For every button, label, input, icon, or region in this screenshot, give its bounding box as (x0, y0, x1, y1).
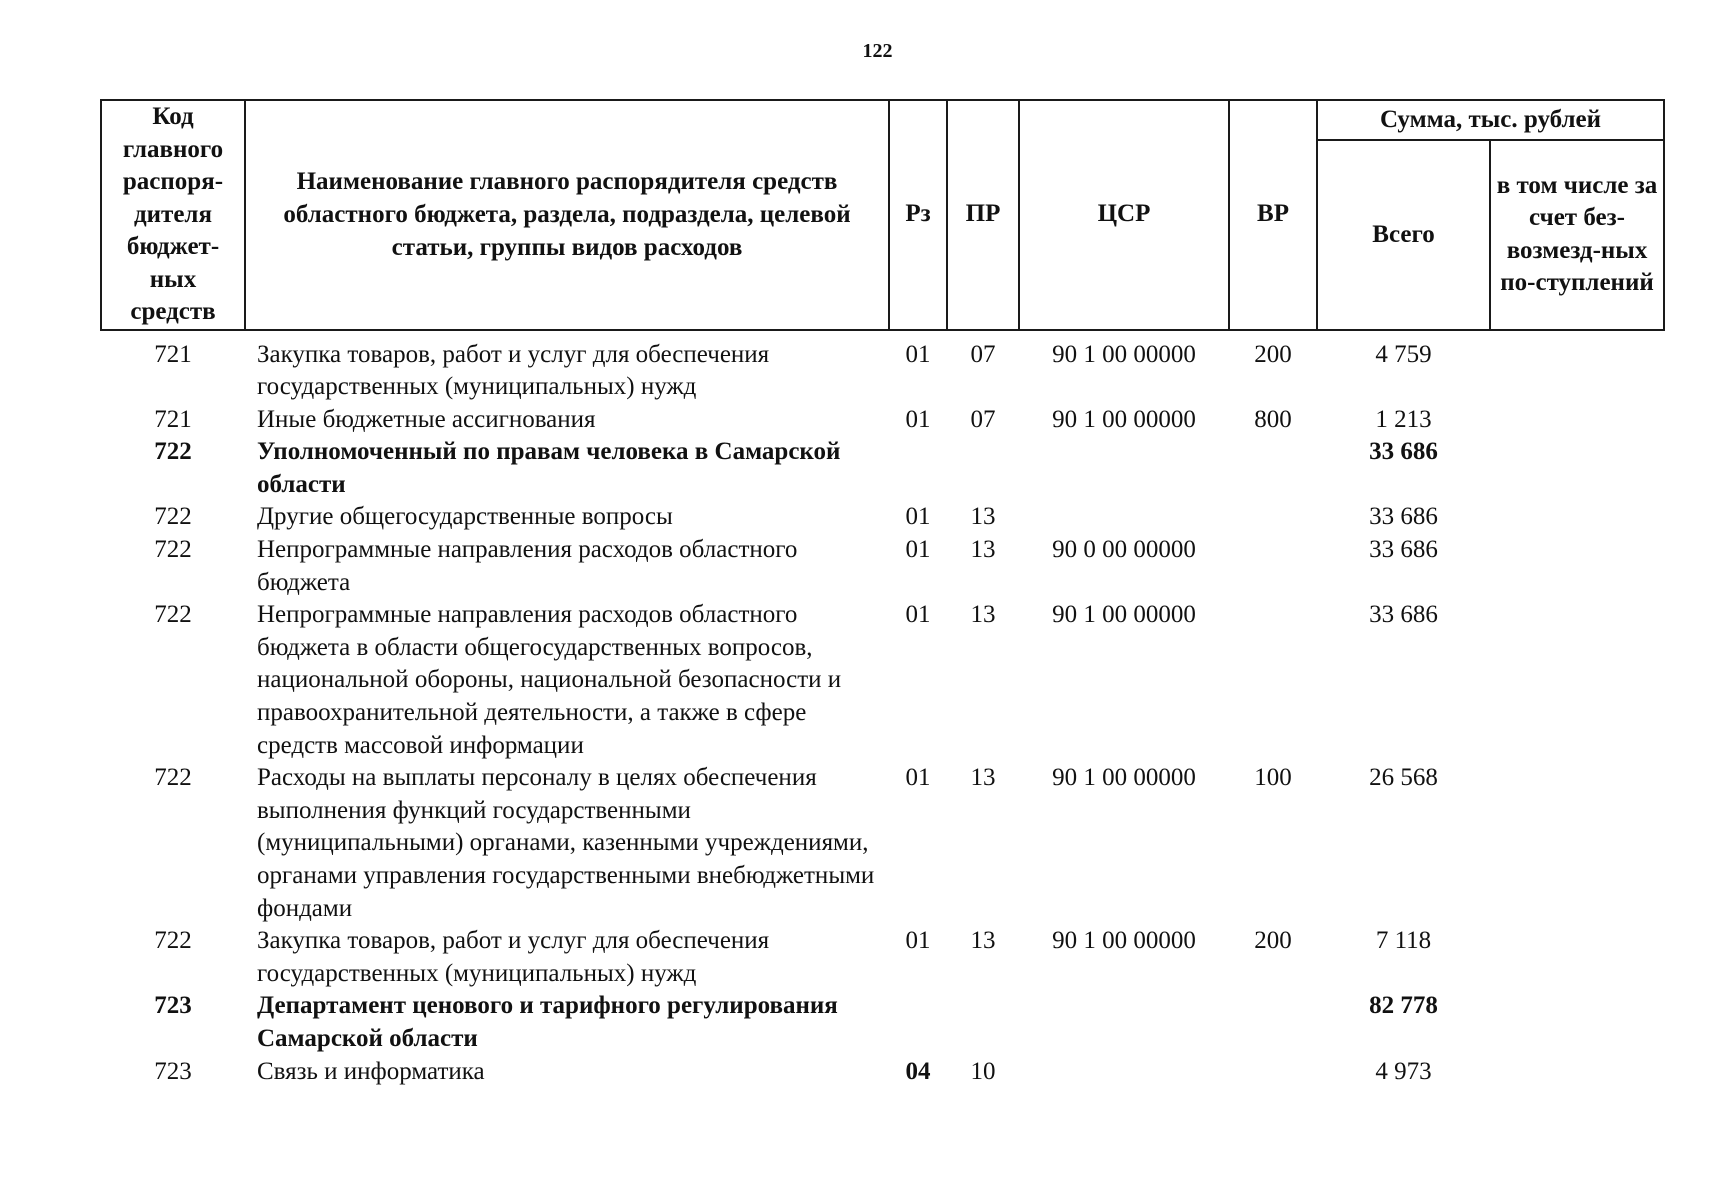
row-pr: 07 (970, 405, 996, 433)
row-csr (1019, 990, 1229, 1055)
row-free (1490, 1056, 1664, 1089)
row-pr: 13 (970, 927, 996, 955)
table-row (101, 1056, 1664, 1089)
table-row (101, 436, 1664, 501)
row-pr: 10 (970, 1057, 996, 1085)
row-code: 722 (154, 503, 192, 531)
row-free (1490, 762, 1664, 925)
row-rz: 01 (905, 764, 931, 792)
row-total: 4 973 (1375, 1057, 1432, 1085)
page-number: 122 (862, 40, 893, 62)
row-vr: 200 (1254, 340, 1292, 368)
row-rz: 01 (905, 503, 931, 531)
row-free (1490, 534, 1664, 599)
header-name: Наименование главного распорядителя средств областного бюджета, раздела, подраздела, целевой статьи, группы видов расходов (245, 100, 889, 330)
row-csr: 90 1 00 00000 (1052, 764, 1196, 792)
row-name: Закупка товаров, работ и услуг для обеспечения государственных (муниципальных) нужд (257, 927, 770, 987)
row-code: 722 (154, 536, 192, 564)
row-pr: 07 (970, 340, 996, 368)
row-total: 26 568 (1369, 764, 1438, 792)
row-code: 721 (154, 340, 192, 368)
row-name: Иные бюджетные ассигнования (257, 405, 596, 433)
header-total: Всего (1317, 140, 1490, 330)
row-pr: 13 (970, 503, 996, 531)
row-vr (1229, 534, 1317, 599)
table-row (101, 990, 1664, 1055)
row-pr (947, 436, 1019, 501)
row-name: Непрограммные направления расходов областного бюджета в области общегосударственных вопросов, национальной обороны, национальной безопасности и правоохранительной деятельности, а также в сфере средств массовой информации (257, 601, 842, 759)
table-row (101, 762, 1664, 925)
row-rz: 01 (905, 927, 931, 955)
table-row (101, 599, 1664, 762)
row-csr: 90 1 00 00000 (1052, 601, 1196, 629)
row-total: 7 118 (1375, 927, 1432, 955)
row-csr (1019, 436, 1229, 501)
row-rz (889, 990, 947, 1055)
row-free (1490, 501, 1664, 534)
row-code: 721 (154, 405, 192, 433)
row-csr (1019, 501, 1229, 534)
row-csr: 90 1 00 00000 (1052, 405, 1196, 433)
budget-table (100, 99, 1665, 1088)
header-csr: ЦСР (1019, 100, 1229, 330)
row-name: Непрограммные направления расходов областного бюджета (257, 536, 798, 596)
header-rz: Рз (889, 100, 947, 330)
row-vr: 800 (1254, 405, 1292, 433)
row-vr: 100 (1254, 764, 1292, 792)
table-row (101, 501, 1664, 534)
row-free (1490, 330, 1664, 404)
row-code: 723 (154, 1057, 192, 1085)
row-pr: 13 (970, 764, 996, 792)
row-vr (1229, 990, 1317, 1055)
row-free (1490, 599, 1664, 762)
table-row (101, 925, 1664, 990)
row-csr: 90 1 00 00000 (1052, 927, 1196, 955)
row-name: Связь и информатика (257, 1057, 485, 1085)
row-vr (1229, 599, 1317, 762)
header-code: Код главного распоря-дителя бюджет-ных средств (101, 100, 245, 330)
row-csr (1019, 1056, 1229, 1089)
row-vr: 200 (1254, 927, 1292, 955)
row-total: 4 759 (1375, 340, 1432, 368)
row-free (1490, 404, 1664, 437)
row-free (1490, 990, 1664, 1055)
row-name: Расходы на выплаты персоналу в целях обеспечения выполнения функций государственными (муниципальными) органами, казенными учреждениями, органами управления государственными внебюджетными фондами (257, 764, 875, 922)
row-total: 33 686 (1369, 503, 1438, 531)
row-free (1490, 925, 1664, 990)
row-name: Закупка товаров, работ и услуг для обеспечения государственных (муниципальных) нужд (257, 340, 770, 401)
table-row (101, 534, 1664, 599)
row-total: 33 686 (1369, 438, 1438, 466)
row-rz: 01 (905, 536, 931, 564)
row-csr: 90 0 00 00000 (1052, 536, 1196, 564)
header-pr: ПР (947, 100, 1019, 330)
header-vr: ВР (1229, 100, 1317, 330)
row-pr (947, 990, 1019, 1055)
row-code: 722 (154, 764, 192, 792)
row-rz: 01 (905, 340, 931, 368)
row-rz (889, 436, 947, 501)
row-total: 33 686 (1369, 601, 1438, 629)
row-vr (1229, 501, 1317, 534)
row-total: 33 686 (1369, 536, 1438, 564)
row-rz: 01 (905, 601, 931, 629)
row-vr (1229, 1056, 1317, 1089)
row-code: 723 (154, 992, 192, 1020)
row-name: Департамент ценового и тарифного регулирования Самарской области (257, 992, 838, 1052)
row-pr: 13 (970, 601, 996, 629)
row-name: Другие общегосударственные вопросы (257, 503, 673, 531)
row-vr (1229, 436, 1317, 501)
row-code: 722 (154, 601, 192, 629)
header-free: в том числе за счет без-возмезд-ных по-ступлений (1490, 140, 1664, 330)
row-code: 722 (154, 438, 192, 466)
row-rz: 04 (905, 1057, 931, 1085)
row-total: 1 213 (1375, 405, 1432, 433)
row-rz: 01 (905, 405, 931, 433)
header-sum: Сумма, тыс. рублей (1317, 100, 1664, 140)
row-code: 722 (154, 927, 192, 955)
table-row (101, 404, 1664, 437)
row-name: Уполномоченный по правам человека в Самарской области (257, 438, 841, 498)
row-total: 82 778 (1369, 992, 1438, 1020)
table-header (101, 100, 1664, 330)
table-row (101, 330, 1664, 404)
row-pr: 13 (970, 536, 996, 564)
table-body (101, 330, 1664, 1089)
row-csr: 90 1 00 00000 (1052, 340, 1196, 368)
row-free (1490, 436, 1664, 501)
